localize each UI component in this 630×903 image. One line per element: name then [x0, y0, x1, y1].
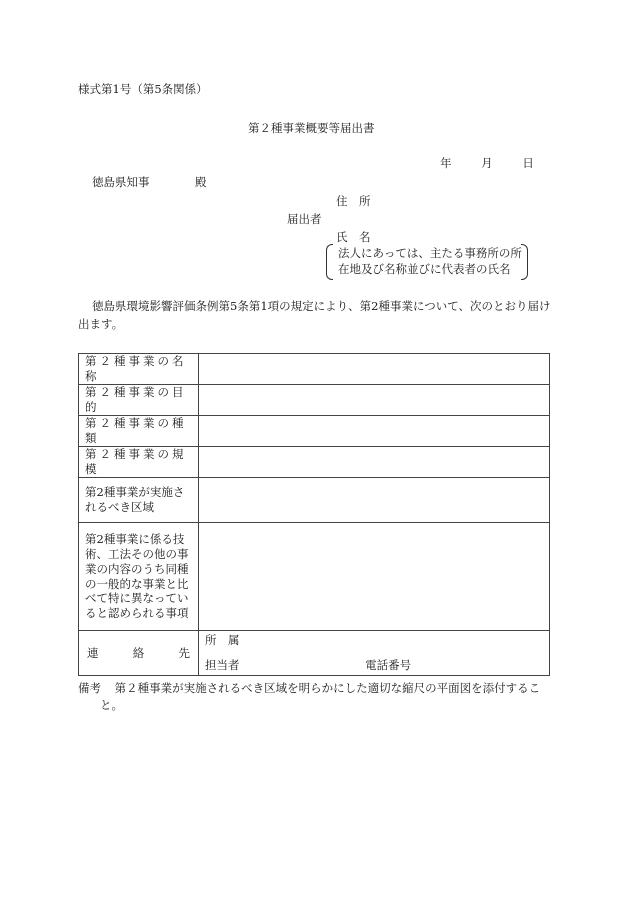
remarks: [78, 681, 540, 713]
table-row: [79, 416, 550, 447]
remarks-text-continued: と。: [100, 697, 123, 712]
row-value-project-area[interactable]: [199, 478, 550, 523]
contact-char: 連: [87, 645, 99, 660]
name-label: 氏 名: [336, 230, 371, 244]
row-value-project-details[interactable]: [199, 523, 550, 631]
remarks-text: 第２種事業が実施されるべき区域を明らかにした適切な縮尺の平面図を添付するこ: [114, 681, 541, 695]
table-row: [79, 631, 550, 676]
label-line: べて特に異なってい: [85, 591, 189, 606]
label-line: れるべき区域: [85, 500, 154, 514]
honorific: 殿: [195, 175, 207, 189]
addressee: 徳島県知事: [92, 175, 150, 189]
table-row: [79, 354, 550, 385]
form-number: 様式第1号（第5条関係）: [78, 82, 208, 96]
row-label-project-purpose: 第２種事業の目的: [79, 385, 199, 416]
contact-phone-label[interactable]: 電話番号: [365, 657, 412, 672]
label-line: 業の内容のうち同種: [85, 561, 189, 576]
date-year: 年: [440, 156, 452, 170]
label-line: 術、工法その他の事: [85, 546, 189, 561]
body-text-line-1: 徳島県環境影響評価条例第5条第1項の規定により、第2種事業について、次のとおり届け: [92, 299, 551, 313]
notifier-label: 届出者: [287, 212, 322, 226]
date-day: 日: [522, 156, 534, 170]
date-month: 月: [481, 156, 493, 170]
row-value-project-name[interactable]: [199, 354, 550, 385]
row-value-contact: [199, 631, 550, 676]
label-line: 第2種事業が実施さ: [85, 485, 185, 500]
notification-table: [78, 353, 550, 676]
table-row: [79, 447, 550, 478]
corporate-note-line-1: 法人にあっては、主たる事務所の所: [338, 246, 522, 260]
table-row: [79, 385, 550, 416]
table-row: [79, 478, 550, 523]
row-label-contact: [79, 631, 199, 676]
row-label-project-type: 第２種事業の種類: [79, 416, 199, 447]
contact-char: 絡: [132, 645, 145, 660]
remarks-label: 備考: [78, 681, 101, 695]
label-line: の一般的な事業と比: [85, 576, 189, 591]
date-line: [440, 156, 534, 171]
label-line: 第2種事業に係る技: [85, 531, 185, 546]
row-label-project-area: [79, 478, 199, 523]
contact-person-label[interactable]: 担当者: [205, 657, 240, 672]
body-text-line-2: 出ます。: [78, 317, 124, 331]
row-value-project-type[interactable]: [199, 416, 550, 447]
table-row: [79, 523, 550, 631]
row-value-project-scale[interactable]: [199, 447, 550, 478]
contact-char: 先: [178, 645, 190, 660]
row-label-project-name: 第２種事業の名称: [79, 354, 199, 385]
contact-affiliation-label[interactable]: 所 属: [205, 633, 240, 647]
row-label-project-details: [79, 523, 199, 631]
corporate-note-bracket: [326, 244, 528, 280]
address-label: 住 所: [336, 194, 371, 208]
label-line: ると認められる事項: [85, 606, 189, 621]
corporate-note-line-2: 在地及び名称並びに代表者の氏名: [338, 262, 511, 276]
row-value-project-purpose[interactable]: [199, 385, 550, 416]
form-title: 第２種事業概要等届出書: [248, 121, 375, 135]
row-label-project-scale: 第２種事業の規模: [79, 447, 199, 478]
